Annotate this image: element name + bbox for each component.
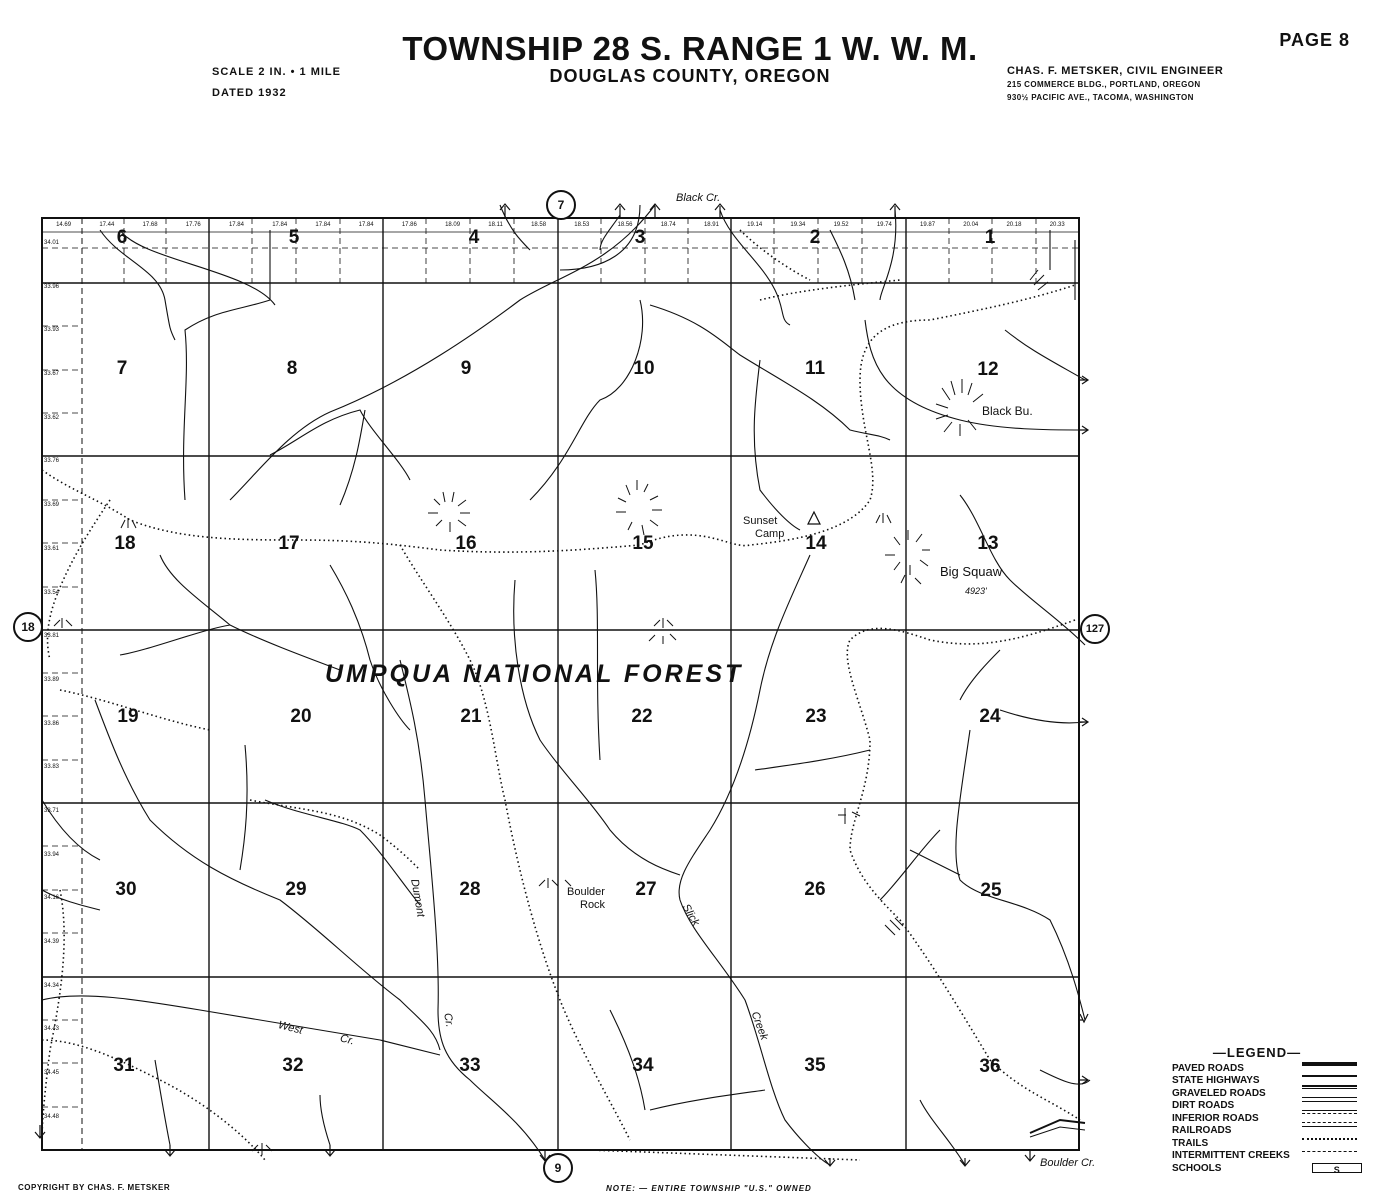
route-marker-18: 18: [13, 612, 43, 642]
creek: [754, 360, 800, 530]
trail: [250, 800, 420, 870]
west-creek-label-1: West: [276, 1019, 304, 1037]
acreage-label: 33.86: [44, 720, 60, 727]
creek: [650, 305, 890, 440]
acreage-label: 20.18: [1006, 222, 1022, 228]
section-30: 30: [115, 879, 137, 900]
section-1: 1: [984, 227, 996, 248]
acreage-label: 17.44: [99, 222, 115, 228]
section-3: 3: [634, 227, 646, 248]
peak-18: [121, 518, 136, 528]
section-14: 14: [805, 533, 827, 554]
section-13: 13: [977, 533, 999, 554]
section-18: 18: [114, 533, 136, 554]
acreage-label: 33.96: [44, 283, 60, 290]
acreage-label: 14.69: [56, 222, 72, 228]
creek: [270, 410, 410, 480]
acreage-label: 34.48: [44, 1113, 60, 1120]
map-title: TOWNSHIP 28 S. RANGE 1 W. W. M.: [402, 30, 978, 67]
acreage-label: 34.34: [44, 982, 60, 989]
acreage-label: 34.01: [44, 240, 60, 246]
acreage-label: 33.67: [44, 371, 60, 378]
creek: [865, 320, 1085, 430]
creek: [320, 1095, 330, 1145]
acreage-label: 20.04: [963, 222, 979, 228]
section-5: 5: [288, 227, 300, 248]
engineer-address-2: 930½ PACIFIC AVE., TACOMA, WASHINGTON: [1007, 93, 1194, 102]
section-12: 12: [977, 359, 999, 380]
creek: [1005, 330, 1085, 380]
peak-22: [649, 618, 676, 644]
trail: [400, 545, 630, 1140]
acreage-label: 19.34: [790, 222, 806, 228]
section-35: 35: [804, 1055, 826, 1076]
section-31: 31: [113, 1055, 135, 1076]
railroad-symbol: [1302, 1126, 1357, 1135]
section-21: 21: [460, 706, 482, 727]
big-squaw-label: Big Squaw: [940, 564, 1003, 579]
section-4: 4: [468, 227, 480, 248]
dated-text: DATED 1932: [212, 87, 287, 99]
section-27: 27: [635, 879, 657, 900]
creek: [1000, 710, 1085, 723]
section-17: 17: [278, 533, 300, 554]
peak-black-butte: [936, 379, 983, 436]
paved-road-symbol: [1302, 1062, 1357, 1074]
creek: [650, 1090, 765, 1110]
state-highway-symbol: [1302, 1075, 1357, 1087]
top-acreage-row: [42, 222, 1079, 228]
engineer-address-1: 215 COMMERCE BLDG., PORTLAND, OREGON: [1007, 80, 1201, 89]
map-subtitle: DOUGLAS COUNTY, OREGON: [549, 66, 831, 86]
acreage-label: 19.14: [747, 222, 763, 228]
acreage-label: 33.71: [44, 807, 60, 814]
creek: [160, 555, 340, 670]
dumont-cr-label: Cr.: [441, 1012, 456, 1029]
legend-label: TRAILS: [1172, 1137, 1209, 1149]
dumont-label: Dumont: [408, 878, 427, 919]
section-15: 15: [632, 533, 654, 554]
ownership-note: NOTE: — ENTIRE TOWNSHIP "U.S." OWNED: [606, 1184, 812, 1193]
creek: [910, 850, 960, 875]
peak-14: [876, 513, 891, 523]
acreage-label: 34.39: [44, 939, 60, 945]
legend-label: GRAVELED ROADS: [1172, 1087, 1266, 1099]
creek-west: [42, 996, 440, 1055]
elevation-label: 4923': [965, 586, 987, 596]
creek: [184, 230, 270, 500]
black-butte-label: Black Bu.: [982, 404, 1033, 418]
camp-label: Camp: [755, 528, 785, 540]
creek: [920, 1100, 965, 1165]
acreage-label: 33.76: [44, 458, 60, 465]
route-marker-127: 127: [1080, 614, 1110, 644]
section-29: 29: [285, 879, 307, 900]
acreage-label: 34.16: [44, 895, 60, 902]
graveled-road-symbol: [1302, 1088, 1357, 1098]
acreage-label: 34.45: [44, 1070, 60, 1077]
section-8: 8: [286, 358, 298, 379]
acreage-label: 18.91: [703, 222, 719, 228]
boulder-creek: [1030, 1120, 1085, 1133]
black-creek-label: Black Cr.: [676, 192, 721, 204]
legend-row: [1172, 1075, 1362, 1088]
acreage-label: 19.74: [876, 222, 892, 228]
camp-symbol: [808, 512, 820, 524]
left-acreage-column: [44, 240, 80, 1120]
legend-row: [1172, 1150, 1362, 1163]
boulder-rock-label-2: Rock: [580, 899, 606, 911]
section-11: 11: [804, 358, 826, 379]
scale-text: SCALE 2 IN. • 1 MILE: [212, 66, 341, 78]
section-2: 2: [809, 227, 821, 248]
legend-label: SCHOOLS: [1172, 1162, 1222, 1174]
boulder-creek-label: Boulder Cr.: [1040, 1157, 1096, 1169]
legend-row: [1172, 1162, 1362, 1175]
acreage-label: 17.68: [142, 222, 158, 228]
legend-label: STATE HIGHWAYS: [1172, 1075, 1260, 1087]
trail-symbol: [1302, 1138, 1357, 1148]
legend-label: DIRT ROADS: [1172, 1100, 1235, 1112]
acreage-label: 34.43: [44, 1026, 60, 1033]
acreage-label: 17.84: [315, 222, 331, 228]
creek: [960, 650, 1000, 700]
acreage-label: 33.83: [44, 764, 60, 771]
slick-label: Slick: [679, 902, 702, 929]
legend-row: [1172, 1137, 1362, 1150]
legend-row: [1172, 1062, 1362, 1075]
inferior-road-symbol: [1302, 1113, 1357, 1123]
peak-big-squaw: [885, 530, 930, 584]
section-22: 22: [631, 706, 653, 727]
legend: [1172, 1045, 1362, 1175]
creek: [530, 300, 643, 500]
acreage-label: 18.09: [445, 222, 461, 228]
acreage-label: 33.94: [44, 851, 60, 858]
section-9: 9: [460, 358, 472, 379]
creek: [330, 565, 410, 730]
section-33: 33: [459, 1055, 481, 1076]
section-16: 16: [455, 533, 477, 554]
trail: [590, 1150, 860, 1160]
peak-15: [616, 480, 662, 535]
acreage-label: 19.87: [920, 222, 936, 228]
acreage-label: 18.56: [617, 222, 633, 228]
creek: [1050, 230, 1075, 300]
page-number: PAGE 8: [1279, 30, 1350, 50]
legend-row: [1172, 1100, 1362, 1113]
school-icon: S: [1312, 1163, 1362, 1173]
acreage-label: 17.84: [272, 222, 288, 228]
acreage-label: 33.89: [44, 676, 60, 683]
peak-16: [428, 492, 470, 532]
dirt-road-symbol: [1302, 1101, 1357, 1111]
creek: [880, 830, 940, 900]
creek: [1040, 1070, 1090, 1084]
legend-label: PAVED ROADS: [1172, 1062, 1244, 1074]
acreage-label: 33.81: [44, 633, 60, 640]
legend-row: [1172, 1087, 1362, 1100]
creek: [240, 745, 247, 870]
section-28: 28: [459, 879, 481, 900]
legend-label: INFERIOR ROADS: [1172, 1112, 1259, 1124]
west-creek-label-2: Cr.: [338, 1032, 356, 1048]
legend-row: [1172, 1125, 1362, 1138]
route-marker-7: 7: [546, 190, 576, 220]
section-20: 20: [290, 706, 312, 727]
creek: [755, 750, 870, 770]
section-6: 6: [116, 227, 128, 248]
acreage-label: 33.69: [44, 502, 60, 509]
acreage-label: 18.11: [488, 222, 503, 228]
acreage-label: 18.58: [531, 222, 547, 228]
legend-row: [1172, 1112, 1362, 1125]
peak-26: [838, 808, 860, 824]
acreage-label: 33.61: [44, 545, 60, 552]
creek-label: Creek: [748, 1010, 771, 1042]
acreage-label: 18.74: [660, 222, 676, 228]
section-24: 24: [979, 706, 1001, 727]
acreage-label: 33.62: [44, 414, 60, 421]
forest-label: UMPQUA NATIONAL FOREST: [325, 660, 744, 688]
peak-1: [1030, 270, 1048, 290]
section-19: 19: [117, 706, 139, 727]
creek: [340, 410, 365, 505]
legend-label: RAILROADS: [1172, 1125, 1232, 1137]
creek: [830, 230, 855, 300]
section-7: 7: [116, 358, 128, 379]
section-36: 36: [979, 1056, 1001, 1077]
creek: [155, 1060, 170, 1145]
acreage-label: 33.54: [44, 589, 60, 596]
section-32: 32: [282, 1055, 304, 1076]
acreage-label: 17.84: [358, 222, 374, 228]
sunset-label: Sunset: [743, 515, 778, 527]
creek: [100, 230, 175, 340]
legend-label: INTERMITTENT CREEKS: [1172, 1150, 1290, 1162]
section-23: 23: [805, 706, 827, 727]
legend-title: —LEGEND—: [1212, 1045, 1302, 1060]
acreage-label: 17.86: [401, 222, 417, 228]
trail: [847, 620, 1080, 1120]
intermittent-creek-symbol: [1302, 1151, 1357, 1160]
section-10: 10: [633, 358, 655, 379]
section-26: 26: [804, 879, 826, 900]
route-marker-9: 9: [543, 1153, 573, 1183]
acreage-label: 17.84: [228, 222, 244, 228]
acreage-label: 33.93: [44, 327, 60, 334]
boulder-rock-label-1: Boulder: [567, 886, 605, 898]
acreage-label: 17.76: [185, 222, 201, 228]
acreage-label: 20.33: [1049, 222, 1065, 228]
engineer-name: CHAS. F. METSKER, CIVIL ENGINEER: [1007, 65, 1224, 77]
acreage-label: 18.53: [574, 222, 590, 228]
copyright: COPYRIGHT BY CHAS. F. METSKER: [18, 1183, 171, 1192]
section-34: 34: [632, 1055, 654, 1076]
section-25: 25: [980, 880, 1002, 901]
acreage-label: 19.52: [833, 222, 849, 228]
creek: [95, 700, 440, 1050]
